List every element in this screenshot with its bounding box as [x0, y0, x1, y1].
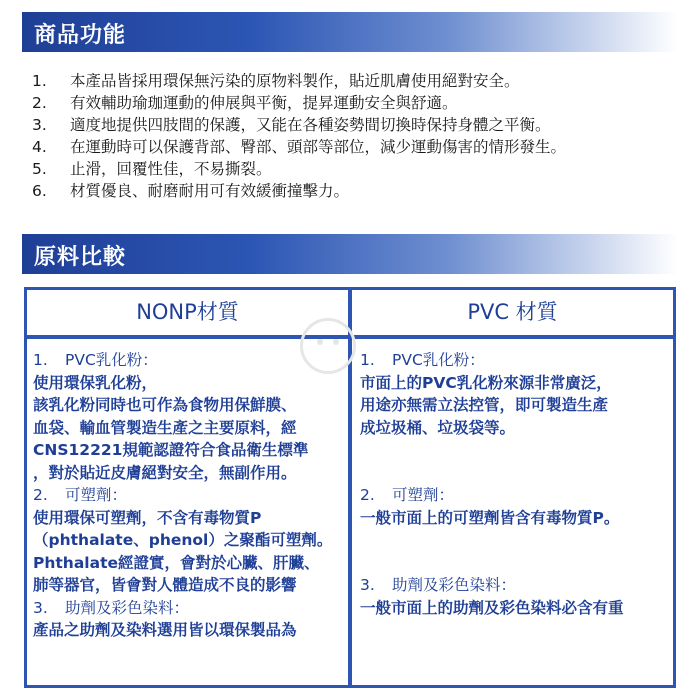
text-line: 使用環保可塑劑，不含有毒物質P	[33, 508, 262, 527]
item-number: 2.	[360, 486, 375, 504]
feature-number: 6.	[32, 182, 47, 200]
text-line: 一般市面上的可塑劑皆含有毒物質P。	[360, 508, 620, 527]
text-line: ，對於貼近皮膚絕對安全，無副作用。	[33, 463, 297, 482]
text-line: 一般市面上的助劑及彩色染料必含有重	[360, 598, 624, 617]
item-number: 3.	[360, 576, 375, 594]
feature-item	[32, 136, 672, 158]
text-line: Phthalate經證實，會對於心臟、肝臟、	[33, 553, 320, 572]
column-body-nonp	[33, 349, 351, 642]
item-heading-text: PVC乳化粉：	[65, 351, 158, 369]
text-line: 血袋、輸血管製造生產之主要原料，經	[33, 418, 297, 437]
text-line: CNS12221規範認證符合食品衛生標準	[33, 441, 309, 459]
feature-text: 在運動時可以保護背部、臀部、頭部等部位，減少運動傷害的情形發生。	[70, 138, 567, 156]
item-heading-text: 可塑劑：	[65, 486, 128, 504]
item-heading	[33, 597, 351, 620]
column-body-pvc	[360, 349, 672, 619]
text-line: 產品之助劑及染料選用皆以環保製品為	[33, 621, 297, 639]
text-line: 該乳化粉同時也可作為食物用保鮮膜、	[33, 396, 297, 414]
item-number: 1.	[33, 351, 48, 369]
feature-text: 材質優良、耐磨耐用可有效緩衝撞擊力。	[70, 182, 350, 200]
item-heading-text: PVC乳化粉：	[392, 351, 485, 369]
text-line: 肺等器官，皆會對人體造成不良的影響	[33, 576, 297, 594]
item-heading-text: 助劑及彩色染料：	[392, 576, 517, 594]
text-line: 成垃圾桶、垃圾袋等。	[360, 418, 516, 437]
text-line: 市面上的PVC乳化粉來源非常廣泛，	[360, 373, 612, 392]
feature-number: 2.	[32, 94, 47, 112]
feature-text: 止滑，回覆性佳，不易撕裂。	[70, 160, 272, 178]
column-header-pvc: PVC 材質	[467, 300, 558, 324]
item-heading	[33, 484, 351, 507]
feature-number: 1.	[32, 72, 47, 90]
item-heading	[360, 574, 672, 597]
feature-text: 適度地提供四肢間的保護，又能在各種姿勢間切換時保持身體之平衡。	[70, 116, 551, 134]
section-header-features	[22, 12, 678, 52]
feature-item	[32, 70, 672, 92]
item-number: 1.	[360, 351, 375, 369]
feature-number: 5.	[32, 160, 47, 178]
blank-line	[360, 439, 672, 462]
feature-item	[32, 114, 672, 136]
feature-text: 有效輔助瑜珈運動的伸展與平衡，提昇運動安全與舒適。	[70, 94, 458, 112]
feature-item	[32, 92, 672, 114]
blank-line	[360, 529, 672, 552]
section-header-compare	[22, 234, 678, 274]
text-line: 使用環保乳化粉，	[33, 373, 158, 392]
feature-number: 3.	[32, 116, 47, 134]
blank-line	[360, 462, 672, 485]
section-title-features: 商品功能	[34, 23, 127, 48]
blank-line	[360, 552, 672, 575]
feature-number: 4.	[32, 138, 47, 156]
section-title-compare: 原料比較	[34, 245, 127, 270]
item-number: 3.	[33, 598, 48, 617]
watermark-logo	[300, 318, 356, 374]
text-line: 用途亦無需立法控管，即可製造生產	[360, 396, 609, 414]
feature-list	[32, 70, 672, 202]
item-heading	[360, 484, 672, 507]
item-heading-text: 可塑劑：	[392, 486, 455, 504]
item-heading-text: 助劑及彩色染料：	[65, 598, 190, 617]
feature-item	[32, 180, 672, 202]
feature-text: 本產品皆採用環保無污染的原物料製作，貼近肌膚使用絕對安全。	[70, 72, 520, 90]
item-number: 2.	[33, 486, 48, 504]
column-header-nonp: NONP材質	[136, 300, 239, 324]
item-heading	[360, 349, 672, 372]
feature-item	[32, 158, 672, 180]
text-line: （phthalate、phenol）之聚酯可塑劑。	[33, 531, 333, 549]
